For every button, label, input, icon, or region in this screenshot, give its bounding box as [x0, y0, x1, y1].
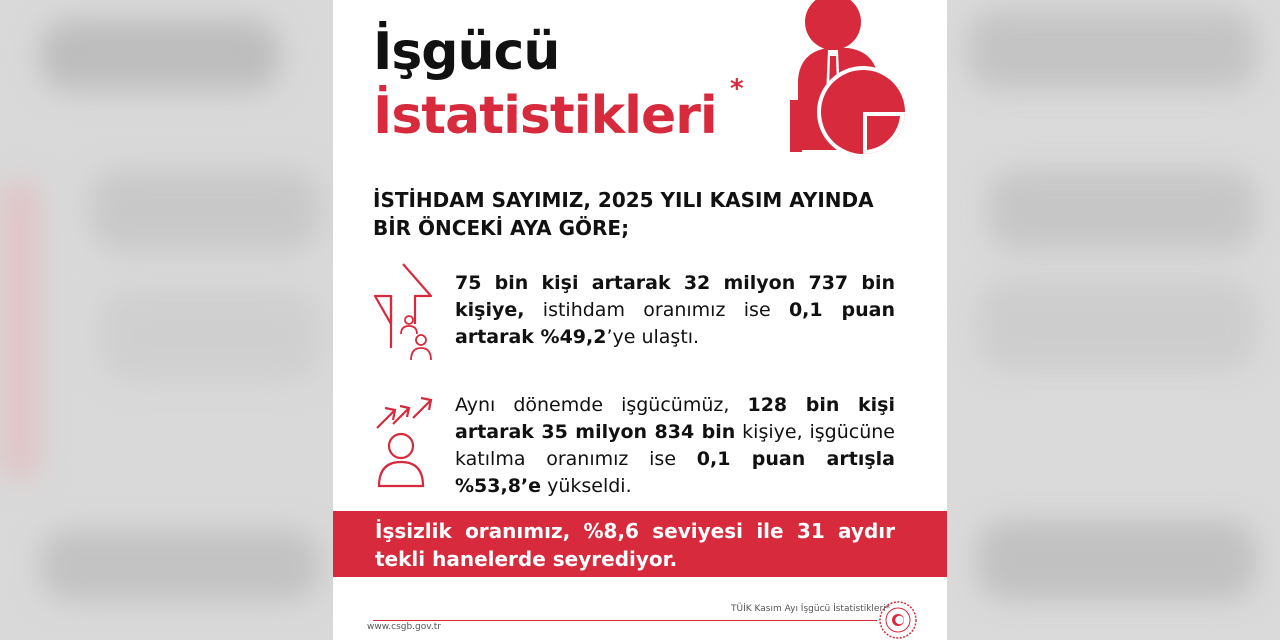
employment-paragraph: [455, 270, 895, 351]
blurred-left-panel: [0, 0, 333, 640]
employment-text-1: istihdam oranımız ise: [524, 299, 789, 321]
labor-text-3: yükseldi.: [541, 475, 632, 497]
employment-increase: 75 bin kişi artarak 32 milyon 737 bin kişiye,: [455, 272, 895, 321]
footer-divider: [373, 620, 877, 621]
intro-line-1: İSTİHDAM SAYIMIZ, 2025 YILI KASIM AYINDA: [373, 188, 874, 212]
title-line-2: İstatistikleri: [373, 86, 717, 146]
labor-force-paragraph: [455, 392, 895, 500]
infographic-card: [333, 0, 947, 640]
ministry-seal-icon: [878, 600, 918, 640]
footer-url[interactable]: www.csgb.gov.tr: [367, 622, 441, 632]
blurred-right-panel: [947, 0, 1280, 640]
worker-pie-chart-icon: [788, 0, 908, 160]
unemployment-text: İşsizlik oranımız, %8,6 seviyesi ile 31 aydır tekli hanelerde seyrediyor.: [375, 519, 895, 571]
unemployment-banner: [333, 511, 947, 577]
intro-heading: [373, 186, 893, 242]
participation-rate: 0,1 puan artışla %53,8’e: [455, 448, 895, 497]
title-line-1: İşgücü: [373, 22, 560, 82]
title-asterisk: *: [730, 74, 744, 104]
person-arrows-icon: [373, 396, 437, 488]
up-arrow-people-icon: [373, 262, 437, 364]
labor-force-increase: 128 bin kişi artarak 35 milyon 834 bin: [455, 394, 896, 443]
intro-line-2: BİR ÖNCEKİ AYA GÖRE;: [373, 216, 630, 240]
employment-rate: 0,1 puan artarak %49,2: [455, 299, 895, 348]
footer-source: TÜİK Kasım Ayı İşgücü İstatistikleri*: [731, 604, 891, 614]
labor-text-2: kişiye, işgücüne katılma oranımız ise: [455, 421, 895, 470]
labor-text-1: Aynı dönemde işgücümüz,: [455, 394, 748, 416]
employment-text-2: ’ye ulaştı.: [606, 326, 700, 348]
